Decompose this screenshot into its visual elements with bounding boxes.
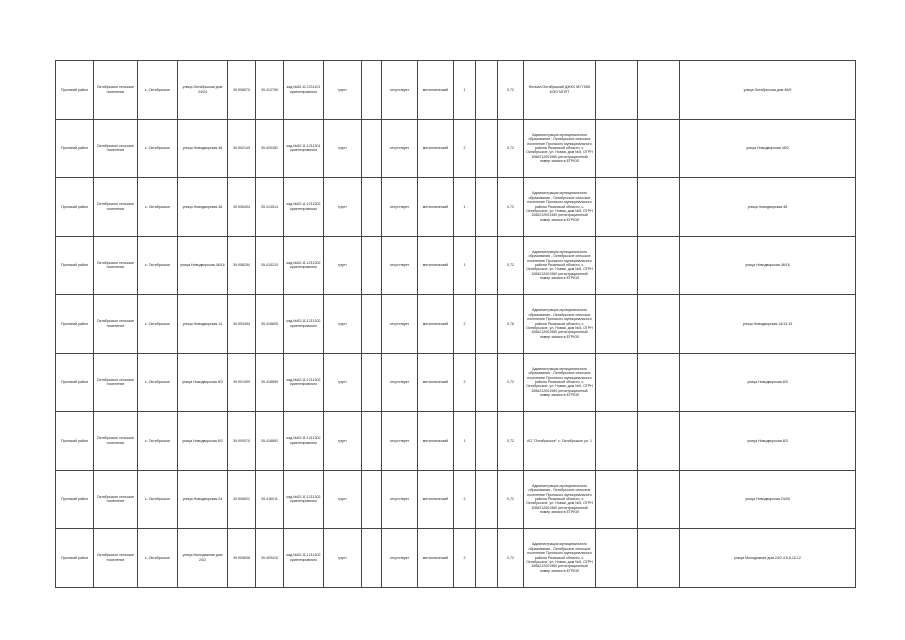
- cell-empty-1: [596, 295, 638, 354]
- cell-container-volume: 0,72: [498, 236, 524, 295]
- cell-owner: Администрация муниципального образования - Октябрьское сельское поселение Пронского муниципального района Рязанской области, с. Октябрьское, ул. Новая, дом №5, ОГРН 1066212001960 регистрационный номер записи в ЕГРЮЛ: [524, 470, 596, 529]
- cell-fence: отсутствует: [382, 119, 418, 178]
- registry-table: [55, 60, 856, 588]
- cell-surface: грунт: [324, 236, 362, 295]
- cell-container-count: 2: [454, 470, 476, 529]
- cell-cadastral-number: кад.№62:11:1211302 ориентировочно: [284, 529, 324, 588]
- cell-area: [362, 295, 382, 354]
- cell-district: Пронский район: [56, 119, 94, 178]
- cell-blank: [476, 412, 498, 471]
- cell-address: улица Новодворская 48: [178, 119, 228, 178]
- cell-cadastral-number: кад.№62:11:1211302 ориентировочно: [284, 470, 324, 529]
- table-row: [56, 529, 856, 588]
- cell-owner: Администрация муниципального образования - Октябрьское сельское поселение Пронского муниципального района Рязанской области, с. Октябрьское, ул. Новая, дом №5, ОГРН 1066212001960 регистрационный номер записи в ЕГРЮЛ: [524, 236, 596, 295]
- cell-address: улица Молодежная дом 24/2: [178, 529, 228, 588]
- cell-served-addresses: улица Новодворская 46/16: [680, 236, 856, 295]
- cell-container-count: 1: [454, 61, 476, 120]
- cell-container-count: 2: [454, 119, 476, 178]
- cell-longitude: 39.418892: [256, 412, 284, 471]
- cell-container-material: металлический: [418, 529, 454, 588]
- cell-owner: Филиал Октябрьский ДЖКХ МУ ПЖК МЭО МППТ: [524, 61, 596, 120]
- cell-container-material: металлический: [418, 178, 454, 237]
- cell-fence: отсутствует: [382, 236, 418, 295]
- cell-longitude: 39.420382: [256, 119, 284, 178]
- cell-served-addresses: улица Новодворская 48: [680, 178, 856, 237]
- cell-container-count: 1: [454, 178, 476, 237]
- cell-longitude: 39.409410: [256, 529, 284, 588]
- cell-address: улица Новодворская 48: [178, 178, 228, 237]
- cell-district: Пронский район: [56, 529, 94, 588]
- cell-container-material: металлический: [418, 470, 454, 529]
- cell-container-count: 1: [454, 236, 476, 295]
- table-row: [56, 178, 856, 237]
- cell-area: [362, 61, 382, 120]
- cell-empty-1: [596, 236, 638, 295]
- cell-latitude: 39.906522: [228, 470, 256, 529]
- cell-cadastral-number: кад.№62:11:1211302 ориентировочно: [284, 295, 324, 354]
- cell-latitude: 39.908294: [228, 236, 256, 295]
- cell-settlement: Октябрьское сельское поселение: [94, 119, 138, 178]
- cell-container-material: металлический: [418, 236, 454, 295]
- cell-container-volume: 0,72: [498, 470, 524, 529]
- cell-surface: грунт: [324, 61, 362, 120]
- cell-owner: Администрация муниципального образования - Октябрьское сельское поселение Пронского муниципального района Рязанской области, с. Октябрьское, ул. Новая, дом №5, ОГРН 1066212001960 регистрационный номер записи в ЕГРЮЛ: [524, 119, 596, 178]
- cell-address: улица Октябрьская дом 24/24: [178, 61, 228, 120]
- table-row: [56, 470, 856, 529]
- cell-container-volume: 0,72: [498, 61, 524, 120]
- cell-district: Пронский район: [56, 61, 94, 120]
- cell-fence: отсутствует: [382, 412, 418, 471]
- cell-area: [362, 412, 382, 471]
- cell-fence: отсутствует: [382, 529, 418, 588]
- cell-owner: Администрация муниципального образования - Октябрьское сельское поселение Пронского муниципального района Рязанской области, с. Октябрьское, ул. Новая, дом №5, ОГРН 1066212001960 регистрационный номер записи в ЕГРЮЛ: [524, 353, 596, 412]
- cell-empty-1: [596, 470, 638, 529]
- cell-empty-2: [638, 353, 680, 412]
- cell-settlement: Октябрьское сельское поселение: [94, 412, 138, 471]
- registry-table-body: [56, 61, 856, 588]
- cell-empty-2: [638, 61, 680, 120]
- cell-empty-2: [638, 295, 680, 354]
- cell-blank: [476, 119, 498, 178]
- cell-surface: грунт: [324, 529, 362, 588]
- cell-area: [362, 119, 382, 178]
- cell-empty-1: [596, 119, 638, 178]
- cell-cadastral-number: кад.№62:11:1211301 ориентировочно: [284, 119, 324, 178]
- cell-cadastral-number: кад.№62:11:1211302 ориентировочно: [284, 412, 324, 471]
- cell-latitude: 39.905638: [228, 529, 256, 588]
- cell-longitude: 39.416605: [256, 295, 284, 354]
- cell-longitude: 39.415215: [256, 236, 284, 295]
- cell-served-addresses: улица Новодворская 8/3: [680, 353, 856, 412]
- cell-latitude: 39.908404: [228, 178, 256, 237]
- cell-served-addresses: улица Новодворская 8/3: [680, 412, 856, 471]
- cell-district: Пронский район: [56, 178, 94, 237]
- cell-empty-1: [596, 529, 638, 588]
- cell-empty-1: [596, 412, 638, 471]
- cell-container-volume: 0,72: [498, 119, 524, 178]
- cell-district: Пронский район: [56, 295, 94, 354]
- cell-latitude: 39.901999: [228, 353, 256, 412]
- cell-blank: [476, 61, 498, 120]
- cell-district: Пронский район: [56, 353, 94, 412]
- cell-settlement: Октябрьское сельское поселение: [94, 529, 138, 588]
- cell-fence: отсутствует: [382, 353, 418, 412]
- table-row: [56, 61, 856, 120]
- cell-settlement: Октябрьское сельское поселение: [94, 236, 138, 295]
- cell-area: [362, 178, 382, 237]
- cell-blank: [476, 295, 498, 354]
- cell-served-addresses: улица Октябрьская дом 46/9: [680, 61, 856, 120]
- cell-container-volume: 0,72: [498, 412, 524, 471]
- cell-blank: [476, 178, 498, 237]
- cell-empty-1: [596, 61, 638, 120]
- cell-latitude: 39.908570: [228, 61, 256, 120]
- table-row: [56, 119, 856, 178]
- cell-owner: Администрация муниципального образования - Октябрьское сельское поселение Пронского муниципального района Рязанской области, с. Октябрьское, ул. Новая, дом №5, ОГРН 1066212001960 регистрационный номер записи в ЕГРЮЛ: [524, 295, 596, 354]
- cell-container-count: 1: [454, 412, 476, 471]
- cell-locality: с. Октябрьское: [138, 470, 178, 529]
- cell-empty-2: [638, 470, 680, 529]
- cell-container-count: 2: [454, 295, 476, 354]
- cell-container-material: металлический: [418, 412, 454, 471]
- cell-fence: отсутствует: [382, 470, 418, 529]
- cell-locality: с. Октябрьское: [138, 353, 178, 412]
- cell-district: Пронский район: [56, 470, 94, 529]
- cell-empty-1: [596, 353, 638, 412]
- cell-blank: [476, 353, 498, 412]
- cell-empty-2: [638, 412, 680, 471]
- table-row: [56, 236, 856, 295]
- cell-address: улица Новодворская 46/16: [178, 236, 228, 295]
- cell-blank: [476, 529, 498, 588]
- cell-latitude: 39.903494: [228, 295, 256, 354]
- cell-empty-1: [596, 178, 638, 237]
- cell-blank: [476, 470, 498, 529]
- cell-surface: грунт: [324, 295, 362, 354]
- cell-latitude: 39.900070: [228, 412, 256, 471]
- cell-container-material: металлический: [418, 119, 454, 178]
- cell-owner: Администрация муниципального образования - Октябрьское сельское поселение Пронского муниципального района Рязанской области, с. Октябрьское, ул. Новая, дом №5, ОГРН 1066212001960 регистрационный номер записи в ЕГРЮЛ: [524, 529, 596, 588]
- cell-surface: грунт: [324, 412, 362, 471]
- cell-longitude: 39.412790: [256, 61, 284, 120]
- cell-owner: Администрация муниципального образования - Октябрьское сельское поселение Пронского муниципального района Рязанской области, с. Октябрьское, ул. Новая, дом №5, ОГРН 1066212001960 регистрационный номер записи в ЕГРЮЛ: [524, 178, 596, 237]
- cell-latitude: 39.902149: [228, 119, 256, 178]
- cell-fence: отсутствует: [382, 61, 418, 120]
- cell-address: улица Новодворская 8/3: [178, 353, 228, 412]
- table-row: [56, 353, 856, 412]
- cell-container-volume: 0,72: [498, 178, 524, 237]
- cell-longitude: 39.418899: [256, 353, 284, 412]
- cell-locality: с. Октябрьское: [138, 412, 178, 471]
- cell-locality: с. Октябрьское: [138, 529, 178, 588]
- cell-container-volume: 0,76: [498, 295, 524, 354]
- cell-district: Пронский район: [56, 236, 94, 295]
- cell-container-volume: 0,72: [498, 529, 524, 588]
- cell-served-addresses: улица Молодежная дом 24/2,4,6,8,10,12: [680, 529, 856, 588]
- cell-cadastral-number: кад.№62:11:1211302 ориентировочно: [284, 236, 324, 295]
- cell-settlement: Октябрьское сельское поселение: [94, 178, 138, 237]
- cell-locality: с. Октябрьское: [138, 61, 178, 120]
- cell-container-count: 2: [454, 529, 476, 588]
- cell-district: Пронский район: [56, 412, 94, 471]
- cell-empty-2: [638, 529, 680, 588]
- cell-container-material: металлический: [418, 295, 454, 354]
- cell-longitude: 39.413514: [256, 178, 284, 237]
- table-row: [56, 295, 856, 354]
- cell-fence: отсутствует: [382, 295, 418, 354]
- cell-empty-2: [638, 178, 680, 237]
- cell-served-addresses: улица Новодворская 14/13,15: [680, 295, 856, 354]
- table-row: [56, 412, 856, 471]
- cell-settlement: Октябрьское сельское поселение: [94, 295, 138, 354]
- cell-settlement: Октябрьское сельское поселение: [94, 353, 138, 412]
- cell-cadastral-number: кад.№62:11:1211302 ориентировочно: [284, 353, 324, 412]
- cell-longitude: 39.416011: [256, 470, 284, 529]
- cell-area: [362, 236, 382, 295]
- cell-blank: [476, 236, 498, 295]
- cell-locality: с. Октябрьское: [138, 119, 178, 178]
- cell-owner: АО "Октябрьское" с. Октябрьское ул. 1: [524, 412, 596, 471]
- cell-address: улица Новодворская 14: [178, 295, 228, 354]
- cell-locality: с. Октябрьское: [138, 236, 178, 295]
- cell-address: улица Новодворская 24: [178, 470, 228, 529]
- cell-surface: грунт: [324, 470, 362, 529]
- cell-locality: с. Октябрьское: [138, 178, 178, 237]
- cell-cadastral-number: кад.№62:11:1211302 ориентировочно: [284, 178, 324, 237]
- cell-area: [362, 470, 382, 529]
- cell-address: улица Новодворская 8/3: [178, 412, 228, 471]
- cell-area: [362, 529, 382, 588]
- cell-settlement: Октябрьское сельское поселение: [94, 61, 138, 120]
- cell-settlement: Октябрьское сельское поселение: [94, 470, 138, 529]
- cell-empty-2: [638, 236, 680, 295]
- cell-surface: грунт: [324, 353, 362, 412]
- cell-area: [362, 353, 382, 412]
- cell-empty-2: [638, 119, 680, 178]
- cell-container-volume: 0,72: [498, 353, 524, 412]
- cell-container-material: металлический: [418, 61, 454, 120]
- cell-container-count: 2: [454, 353, 476, 412]
- cell-surface: грунт: [324, 178, 362, 237]
- cell-locality: с. Октябрьское: [138, 295, 178, 354]
- cell-cadastral-number: кад.№62:11:1211101 ориентировочно: [284, 61, 324, 120]
- cell-served-addresses: улица Новодворская 48/2: [680, 119, 856, 178]
- cell-served-addresses: улица Новодворская 24/26: [680, 470, 856, 529]
- cell-surface: грунт: [324, 119, 362, 178]
- cell-fence: отсутствует: [382, 178, 418, 237]
- cell-container-material: металлический: [418, 353, 454, 412]
